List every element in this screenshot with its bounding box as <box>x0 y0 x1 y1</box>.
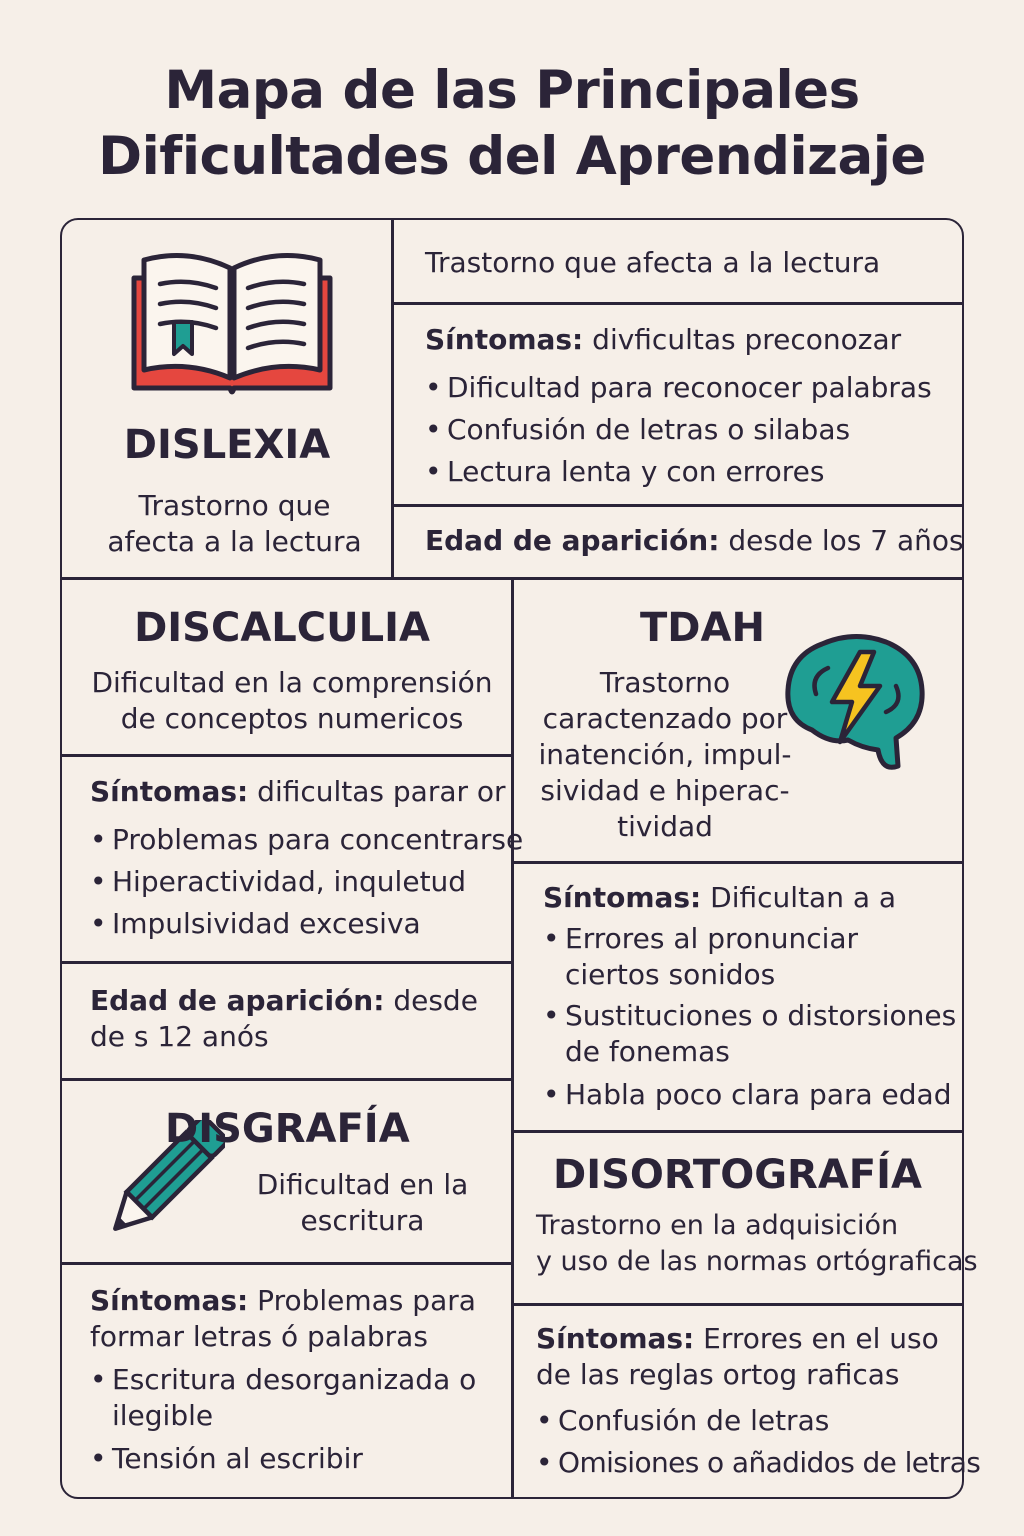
age-text: desde los 7 años <box>728 524 964 557</box>
tdah-desc-line: caractenzado por <box>542 702 788 735</box>
symptoms-label: Síntomas: <box>425 323 584 356</box>
symptoms-text: dificultas parar or <box>257 775 506 808</box>
divider <box>512 1130 963 1133</box>
dislexia-summary: Trastorno que afecta a la lectura <box>425 246 881 279</box>
list-item: • Tensión al escribir <box>90 1441 363 1477</box>
tdah-desc-line: Trastorno <box>599 666 731 699</box>
tdah-desc-line: sividad e hiperac- <box>540 774 790 807</box>
title-line-2: Dificultades del Aprendizaje <box>98 126 926 187</box>
disortografia-symptoms <box>536 1321 939 1393</box>
discalculia-age <box>90 983 478 1055</box>
disgrafia-symptoms <box>90 1283 476 1355</box>
symptoms-text: Dificultan a a <box>710 881 897 914</box>
tdah-symptoms <box>543 880 896 916</box>
open-book-icon <box>130 250 335 398</box>
divider <box>392 504 963 507</box>
age-text: desde <box>393 984 478 1017</box>
age-label: Edad de aparición: <box>90 984 385 1017</box>
disgrafia-desc-line-2: escritura <box>300 1204 425 1237</box>
dislexia-description <box>62 488 407 560</box>
discalculia-symptoms <box>90 774 506 810</box>
age-label: Edad de aparición: <box>425 524 720 557</box>
divider <box>392 302 963 305</box>
title-line-1: Mapa de las Principales <box>164 60 860 121</box>
list-item: • Habla poco clara para edad <box>543 1077 952 1113</box>
disgrafia-description <box>245 1167 480 1239</box>
discalculia-desc-line-1: Dificultad en la comprensión <box>91 666 493 699</box>
divider <box>61 1262 512 1265</box>
discalculia-heading: DISCALCULIA <box>134 605 430 651</box>
divider <box>61 754 512 757</box>
tdah-description <box>520 665 810 845</box>
discalculia-desc-line-2: de conceptos numericos <box>120 702 464 735</box>
dislexia-age <box>425 523 964 559</box>
symptoms-label: Síntomas: <box>90 775 249 808</box>
list-item: • Escritura desorganizada o ilegible <box>90 1362 476 1434</box>
list-item: • Errores al pronunciar ciertos sonidos <box>543 921 858 993</box>
disortografia-description <box>536 1208 978 1280</box>
list-item: • Hiperactividad, inquletud <box>90 864 466 900</box>
symptoms-text: Errores en el uso <box>703 1322 939 1355</box>
disortografia-desc-line-1: Trastorno en la adquisición <box>536 1210 899 1241</box>
divider <box>61 961 512 964</box>
disgrafia-desc-line-1: Dificultad en la <box>256 1168 469 1201</box>
tdah-desc-line: inatención, impul- <box>538 738 792 771</box>
age-text-line-2: de s 12 anós <box>90 1020 269 1053</box>
symptoms-text: Problemas para <box>257 1284 476 1317</box>
list-item: • Dificultad para reconocer palabras <box>425 370 932 406</box>
page-title <box>0 58 1024 190</box>
divider <box>61 1078 512 1081</box>
symptoms-text-line-2: formar letras ó palabras <box>90 1320 428 1353</box>
symptoms-text-line-2: de las reglas ortog raficas <box>536 1358 900 1391</box>
discalculia-description <box>62 665 522 737</box>
symptoms-label: Síntomas: <box>90 1284 249 1317</box>
dislexia-heading: DISLEXIA <box>123 422 331 468</box>
tdah-desc-line: tividad <box>617 810 713 843</box>
divider <box>512 1303 963 1306</box>
disgrafia-heading: DISGRAFÍA <box>165 1106 410 1152</box>
list-item: • Confusión de letras <box>536 1403 829 1439</box>
list-item: • Problemas para concentrarse <box>90 822 523 858</box>
dislexia-desc-line-2: afecta a la lectura <box>107 525 362 558</box>
divider <box>512 861 963 864</box>
symptoms-label: Síntomas: <box>543 881 702 914</box>
disortografia-desc-line-2: y uso de las normas ortógraficas <box>536 1246 978 1277</box>
disortografia-heading: DISORTOGRAFÍA <box>553 1152 922 1198</box>
list-item: • Impulsividad excesiva <box>90 906 421 942</box>
dislexia-symptoms <box>425 322 901 358</box>
symptoms-text: divficultas preconozar <box>592 323 902 356</box>
list-item: • Omisiones o añadidos de letras <box>536 1445 980 1481</box>
symptoms-label: Síntomas: <box>536 1322 695 1355</box>
tdah-heading: TDAH <box>640 605 765 651</box>
list-item: • Lectura lenta y con errores <box>425 454 824 490</box>
list-item: • Confusión de letras o silabas <box>425 412 850 448</box>
dislexia-desc-line-1: Trastorno que <box>138 489 331 522</box>
list-item: • Sustituciones o distorsiones de fonemas <box>543 998 956 1070</box>
